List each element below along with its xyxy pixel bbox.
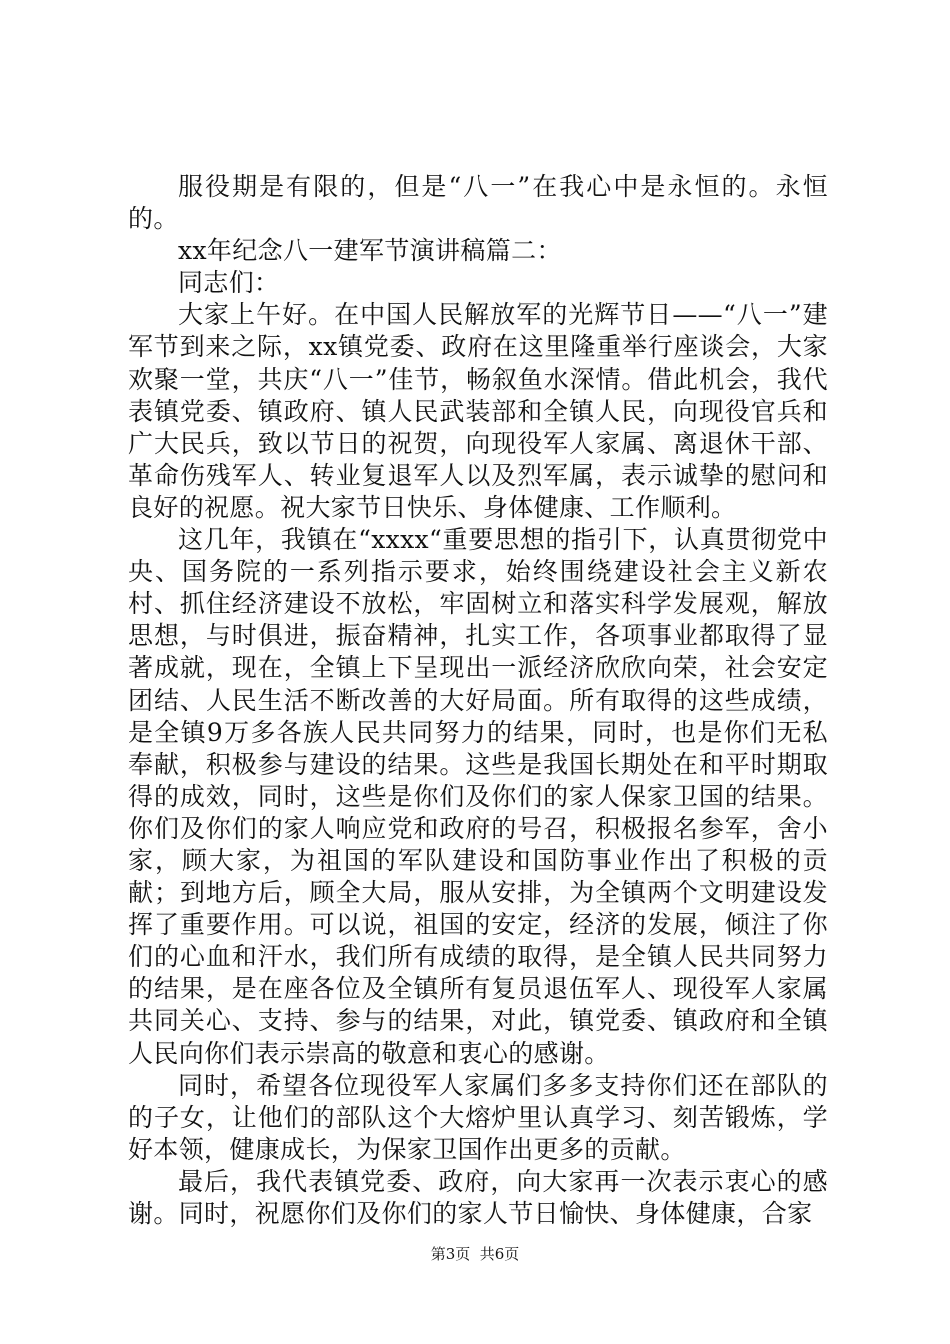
- paragraph-1: 服役期是有限的，但是“八一”在我心中是永恒的。永恒的。: [128, 172, 828, 234]
- document-body: [128, 171, 828, 1230]
- page-footer: 第3页 共6页: [430, 1245, 520, 1263]
- paragraph-5: 这几年，我镇在“xxxx“重要思想的指引下，认真贯彻党中央、国务院的一系列指示要求，始终围绕建设社会主义新农村、抓住经济建设不放松，牢固树立和落实科学发展观，解放思想，与时俱进，振奋精神，扎实工作，各项事业都取得了显著成就，现在，全镇上下呈现出一派经济欣欣向荣，社会安定团结、人民生活不断改善的大好局面。所有取得的这些成绩，是全镇9万多各族人民共同努力的结果，同时，也是你们无私奉献，积极参与建设的结果。这些是我国长期处在和平时期取得的成效，同时，这些是你们及你们的家人保家卫国的结果。你们及你们的家人响应党和政府的号召，积极报名参军，舍小家，顾大家，为祖国的军队建设和国防事业作出了积极的贡献；到地方后，顾全大局，服从安排，为全镇两个文明建设发挥了重要作用。可以说，祖国的安定，经济的发展，倾注了你们的心血和汗水，我们所有成绩的取得，是全镇人民共同努力的结果，是在座各位及全镇所有复员退伍军人、现役军人家属共同关心、支持、参与的结果，对此，镇党委、镇政府和全镇人民向你们表示崇高的敬意和衷心的感谢。: [128, 525, 828, 1068]
- paragraph-7: 最后，我代表镇党委、政府，向大家再一次表示衷心的感谢。同时，祝愿你们及你们的家人节日愉快、身体健康，合家: [128, 1166, 828, 1228]
- paragraph-4: 大家上午好。在中国人民解放军的光辉节日——“八一”建军节到来之际，xx镇党委、政府在这里隆重举行座谈会，大家欢聚一堂，共庆“八一”佳节，畅叙鱼水深情。借此机会，我代表镇党委、镇政府、镇人民武装部和全镇人民，向现役官兵和广大民兵，致以节日的祝贺，向现役军人家属、离退休干部、革命伤残军人、转业复退军人以及烈军属，表示诚挚的慰问和良好的祝愿。祝大家节日快乐、身体健康、工作顺利。: [128, 300, 828, 522]
- paragraph-3: 同志们：: [178, 268, 280, 298]
- paragraph-6: 同时，希望各位现役军人家属们多多支持你们还在部队的的子女，让他们的部队这个大熔炉里认真学习、刻苦锻炼，学好本领，健康成长，为保家卫国作出更多的贡献。: [128, 1070, 828, 1164]
- paragraph-2: xx年纪念八一建军节演讲稿篇二：: [178, 236, 562, 266]
